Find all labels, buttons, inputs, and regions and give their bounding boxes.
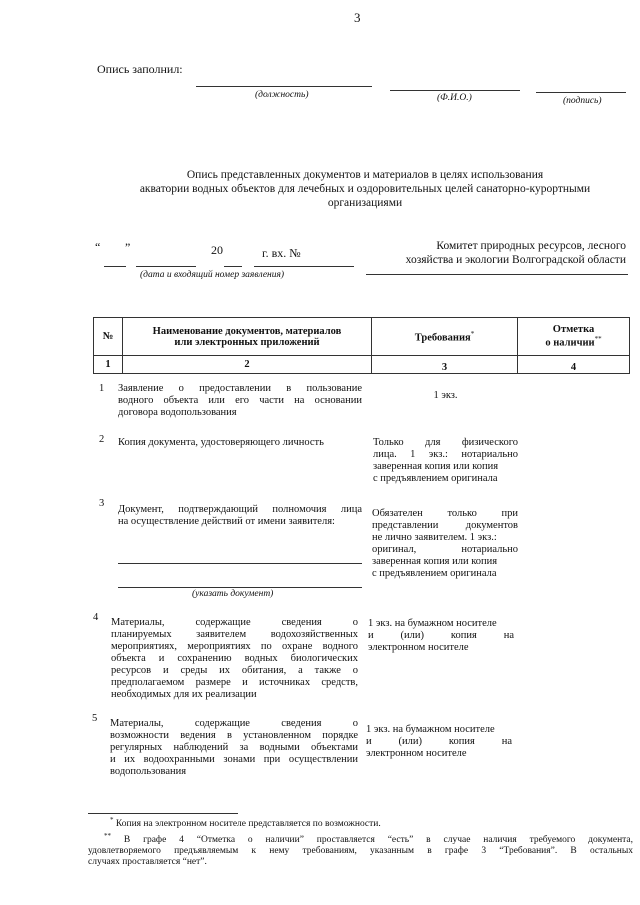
signature-line <box>536 92 626 93</box>
row-3-fill-line <box>118 587 362 588</box>
row-5-name-line: Материалы, содержащие сведения о <box>110 718 358 729</box>
col-name-line1: Наименование документов, материалов <box>152 325 342 337</box>
row-3-req-line: представлении документов <box>372 520 518 531</box>
name-caption: (Ф.И.О.) <box>437 93 472 103</box>
col-num-1: 1 <box>94 356 123 374</box>
document-title <box>100 168 630 210</box>
row-5-name-line: и их водоохранными зонами при осуществлении <box>110 754 358 765</box>
row-4-name-line: необходимых для их реализации <box>111 689 257 700</box>
row-4-no: 4 <box>93 612 99 623</box>
quote-open: “ <box>95 240 101 254</box>
row-4-name-line: объекта и сохранению водных биологических <box>111 653 358 664</box>
col-mark-line2: о наличии <box>545 337 595 349</box>
page-number: 3 <box>354 10 361 25</box>
footnotes <box>88 815 633 868</box>
col-num-2: 2 <box>123 356 372 374</box>
footnote-1-text: Копия на электронном носителе представляется по возможности. <box>115 819 381 830</box>
receipt-caption: (дата и входящий номер заявления) <box>140 270 285 280</box>
footnote-2-text: В графе 4 “Отметка о наличии” проставляется “есть” в случае наличия требуемого документа, <box>123 835 634 846</box>
row-2-req-line: Только для физического <box>373 437 518 448</box>
footnote-2-mark: ** <box>104 832 111 841</box>
number-line <box>254 266 354 267</box>
row-5-name-line: регулярных наблюдений за водными объектами <box>110 742 358 753</box>
incoming-number-label: г. вх. № <box>262 246 301 260</box>
row-1-name-line: Заявление о предоставлении в пользование <box>118 383 362 394</box>
row-4-name-line: предполагаемом размере и источниках средств, <box>111 677 358 688</box>
row-3-name-line: на осуществление действий от имени заявителя: <box>118 516 335 527</box>
col-req-footnote-mark: * <box>470 329 475 338</box>
row-1-name-line: водного объекта или его части на основании <box>118 395 362 406</box>
row-3-no: 3 <box>99 498 105 509</box>
title-line3: организациями <box>327 197 403 209</box>
row-4-name <box>111 617 358 701</box>
row-4-req <box>368 618 514 654</box>
year-line <box>224 266 242 267</box>
row-1-name <box>118 383 362 419</box>
row-5-req-line: электронном носителе <box>366 748 467 759</box>
col-mark-header <box>518 318 630 356</box>
position-caption: (должность) <box>255 90 309 100</box>
col-req-header <box>372 318 518 356</box>
committee-underline <box>366 274 628 275</box>
row-4-name-line: мероприятиях, мероприятиях по охране водного <box>111 641 358 652</box>
row-3-name-line: Документ, подтверждающий полномочия лица <box>118 504 362 515</box>
day-line <box>104 266 126 267</box>
row-2-req-line: с предъявлением оригинала <box>373 473 498 484</box>
row-3-req-line: Обязателен только при <box>372 508 518 519</box>
col-name-header <box>123 318 372 356</box>
row-4-req-line: 1 экз. на бумажном носителе <box>368 618 497 629</box>
row-3-req-line: не лично заявителем. 1 экз.: <box>372 532 497 543</box>
row-2-req-line: заверенная копия или копия <box>373 461 499 472</box>
month-line <box>136 266 196 267</box>
row-3-name-caption: (указать документ) <box>192 589 274 599</box>
name-line <box>390 90 520 91</box>
year-prefix: 20 <box>211 243 223 257</box>
row-1-no: 1 <box>99 383 105 394</box>
row-5-no: 5 <box>92 713 98 724</box>
signature-caption: (подпись) <box>563 96 602 106</box>
col-mark-line1: Отметка <box>552 324 595 336</box>
footnote-1-mark: * <box>110 816 114 824</box>
col-mark-footnote-mark: ** <box>594 335 602 344</box>
row-5-name <box>110 718 358 778</box>
committee-line2: хозяйства и экологии Волгоградской области <box>405 254 626 266</box>
row-3-req-line: заверенная копия или копия <box>372 556 498 567</box>
row-1-req: 1 экз. <box>433 390 458 401</box>
row-4-req-line: электронном носителе <box>368 642 469 653</box>
row-5-name-line: водопользования <box>110 766 187 777</box>
filled-by-label: Опись заполнил: <box>97 62 183 76</box>
row-4-name-line: планируемых заявителем водохозяйственных <box>111 629 358 640</box>
row-2-req-line: лица. 1 экз.: нотариально <box>373 449 518 460</box>
col-name-line2: или электронных приложений <box>174 336 320 348</box>
row-3-req-line: с предъявлением оригинала <box>372 568 497 579</box>
committee-name <box>372 239 626 267</box>
footnote-separator <box>88 813 238 814</box>
row-2-no: 2 <box>99 434 105 445</box>
row-2-name: Копия документа, удостоверяющего личность <box>118 437 324 448</box>
footnote-2-text: случаях проставляется “нет”. <box>88 857 207 868</box>
row-5-req <box>366 724 512 760</box>
row-2-req <box>373 437 518 485</box>
row-5-name-line: возможности ведения в установленном порядке <box>110 730 358 741</box>
footnote-2-text: удовлетворяемого предъявляемым к нему требованиям, указанным в графе 3 “Требования”. В остальных <box>88 846 633 857</box>
row-3-req-line: оригинал, нотариально <box>372 544 518 555</box>
row-1-name-line: договора водопользования <box>118 407 237 418</box>
col-num-3: 3 <box>372 356 518 374</box>
row-5-req-line: 1 экз. на бумажном носителе <box>366 724 495 735</box>
committee-line1: Комитет природных ресурсов, лесного <box>436 240 626 252</box>
row-4-req-line: и (или) копия на <box>368 630 514 641</box>
row-3-fill-line <box>118 563 362 564</box>
col-req-label: Требования <box>414 332 471 344</box>
title-line1: Опись представленных документов и материалов в целях использования <box>186 169 544 181</box>
title-line2: акватории водных объектов для лечебных и оздоровительных целей санаторно-курортными <box>139 183 591 195</box>
col-num-4: 4 <box>518 356 630 374</box>
quote-close: ” <box>125 240 131 254</box>
col-no-header: № <box>94 318 123 356</box>
row-3-name <box>118 504 362 528</box>
documents-table-header <box>93 317 630 374</box>
row-4-name-line: Материалы, содержащие сведения о <box>111 617 358 628</box>
row-5-req-line: и (или) копия на <box>366 736 512 747</box>
row-3-req <box>372 508 518 580</box>
position-line <box>196 86 372 87</box>
row-4-name-line: ресурсов и среды их обитания, а также о <box>111 665 358 676</box>
